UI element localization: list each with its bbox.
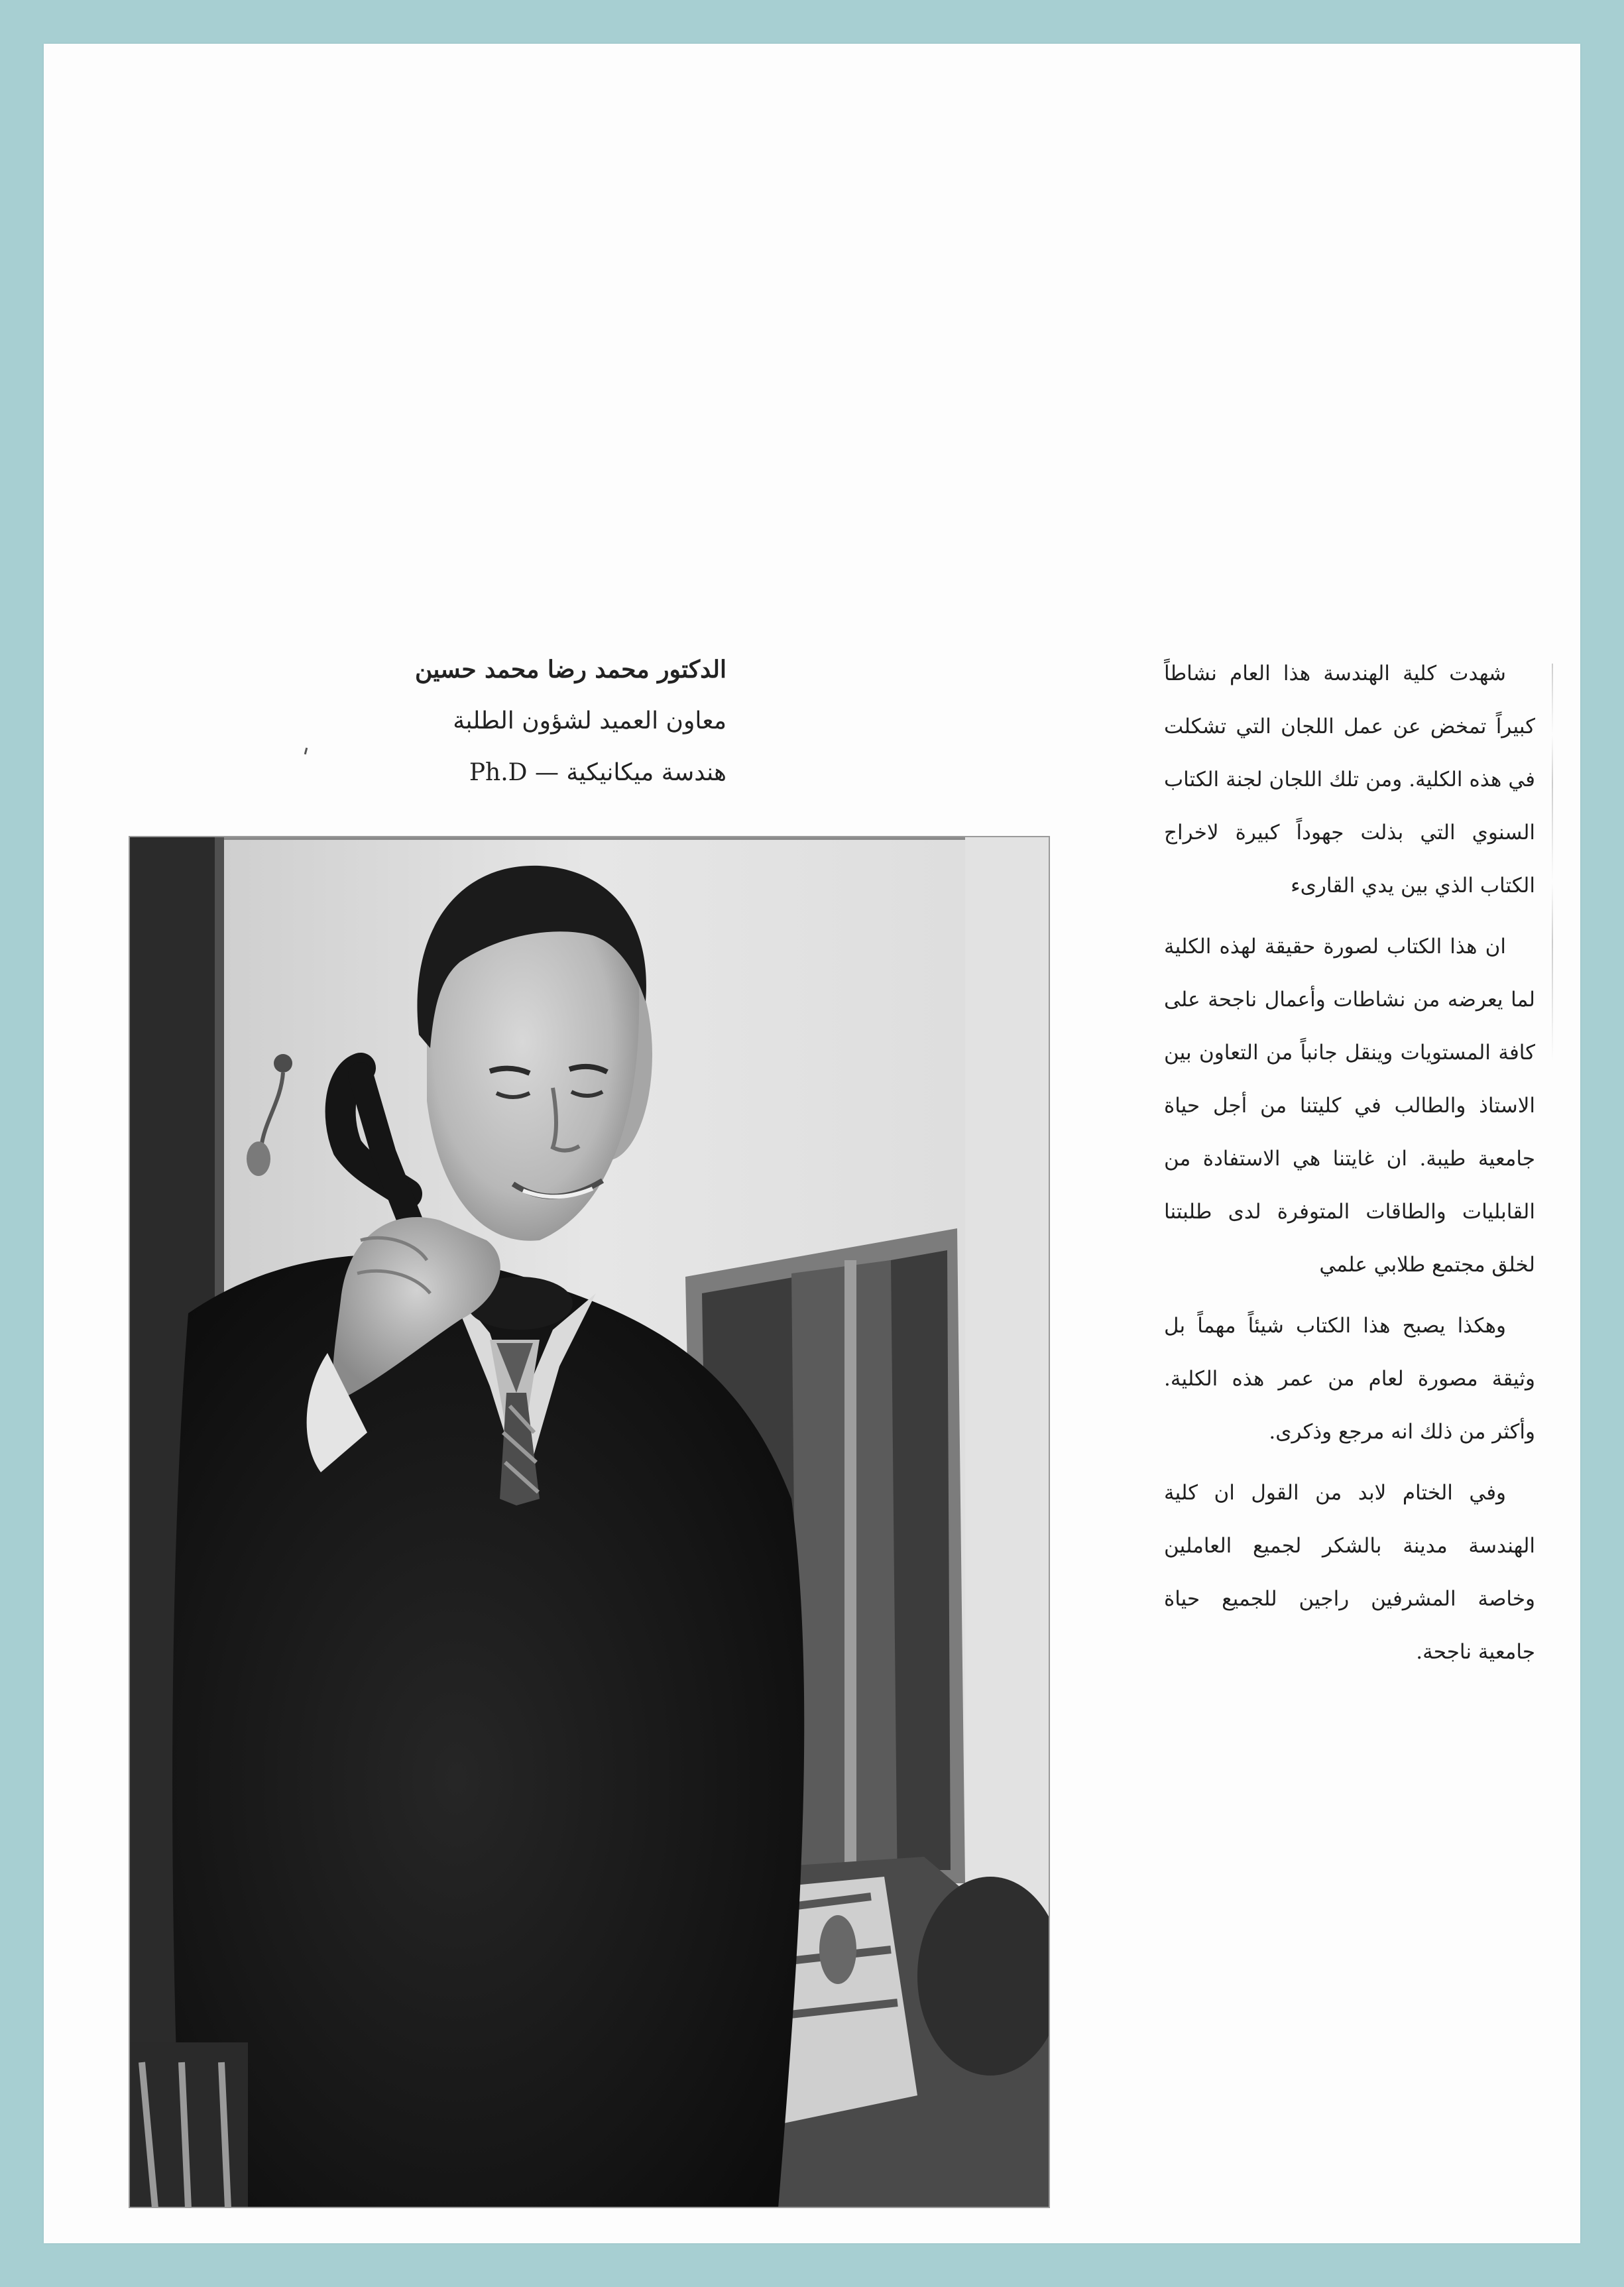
caption-degree: هندسة ميكانيكية — Ph.D [469, 759, 726, 786]
paragraph-4: وفي الختام لابد من القول ان كلية الهندسة مدينة بالشكر لجميع العاملين وخاصة المشرفين راجين للجميع حياة جامعية ناجحة. [1164, 1481, 1535, 1664]
photo-caption [415, 644, 726, 799]
page [44, 44, 1580, 2243]
paragraph-1: شهدت كلية الهندسة هذا العام نشاطاً كبيراً تمخض عن عمل اللجان التي تشكلت في هذه الكلية. ومن تلك اللجان لجنة الكتاب السنوي التي بذلت جهوداً كبيرة لاخراج الكتاب الذي بين يدي القارىء [1164, 662, 1535, 898]
scan-margin-line [1552, 664, 1553, 1061]
print-mark [304, 748, 308, 754]
body-text [1164, 647, 1535, 1686]
paragraph-3: وهكذا يصبح هذا الكتاب شيئاً مهماً بل وثيقة مصورة لعام من عمر هذه الكلية. وأكثر من ذلك انه مرجع وذكرى. [1164, 1314, 1535, 1444]
caption-title: معاون العميد لشؤون الطلبة [453, 707, 726, 734]
telephone-portrait-photo-icon [129, 836, 1050, 2208]
portrait-photo [129, 836, 1050, 2208]
paragraph-2: ان هذا الكتاب لصورة حقيقة لهذه الكلية لما يعرضه من نشاطات وأعمال ناجحة على كافة المستويات وينقل جانباً من التعاون بين الاستاذ والطالب في كليتنا من أجل حياة جامعية طيبة. ان غايتنا هي الاستفادة من القابليات والطاقات المتوفرة لدى طلبتنا لخلق مجتمع طلابي علمي [1164, 935, 1535, 1277]
caption-name: الدكتور محمد رضا محمد حسين [414, 656, 726, 683]
